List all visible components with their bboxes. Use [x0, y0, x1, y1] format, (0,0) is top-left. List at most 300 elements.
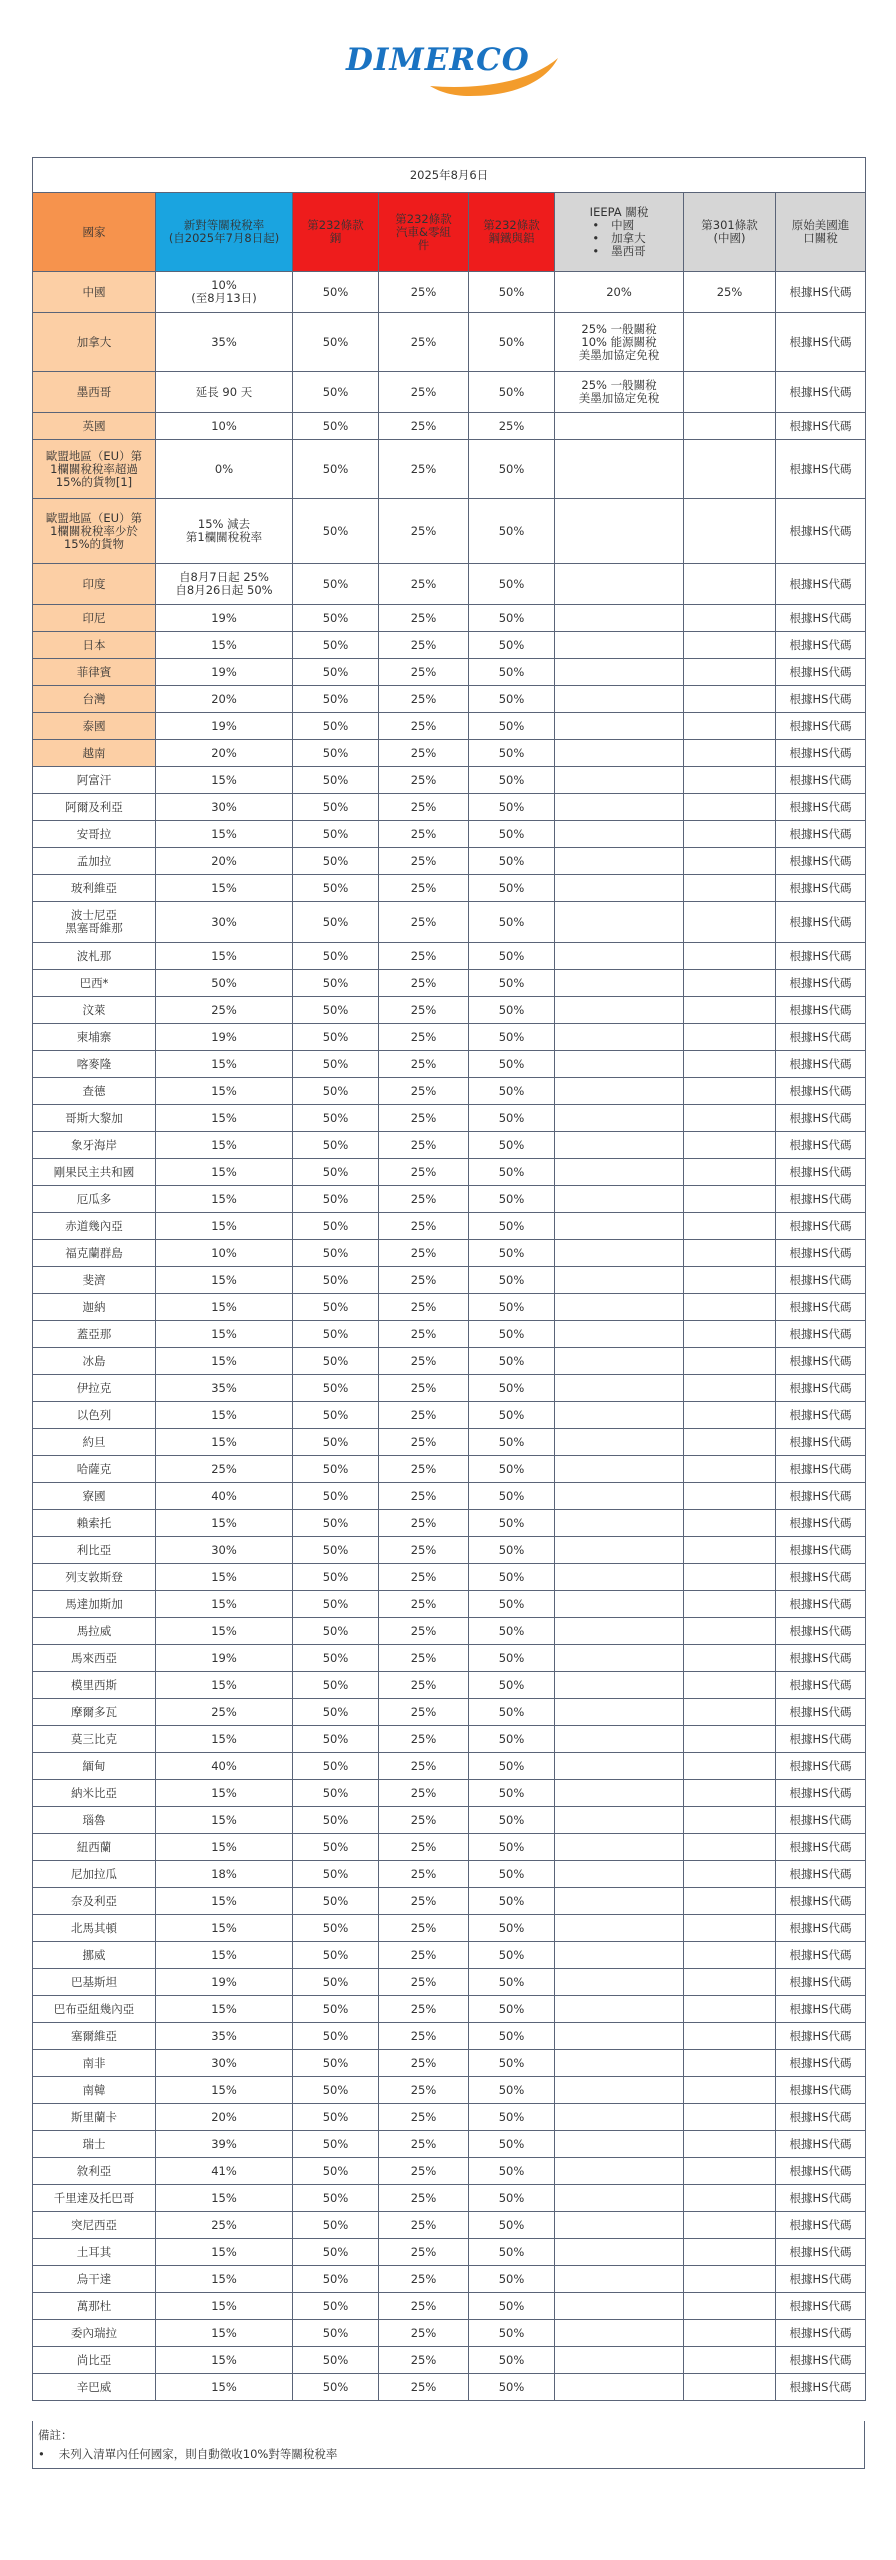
table-row: [33, 848, 866, 875]
steel-cell: 50%: [469, 1861, 555, 1888]
steel-cell: 50%: [469, 1105, 555, 1132]
steel-cell: 50%: [469, 2023, 555, 2050]
ieepa-cell: [555, 605, 684, 632]
auto-cell: 25%: [379, 1402, 469, 1429]
table-row: [33, 1348, 866, 1375]
auto-cell: 25%: [379, 1321, 469, 1348]
country-cell: 馬拉威: [33, 1618, 156, 1645]
s301-cell: [684, 1402, 776, 1429]
steel-cell: 50%: [469, 1402, 555, 1429]
s301-cell: [684, 943, 776, 970]
s301-cell: [684, 686, 776, 713]
table-row: [33, 2104, 866, 2131]
original-tariff-cell: 根據HS代碼: [776, 1672, 866, 1699]
ieepa-cell: [555, 970, 684, 997]
steel-cell: 50%: [469, 1051, 555, 1078]
auto-cell: 25%: [379, 686, 469, 713]
reciprocal-rate-cell: 15%: [156, 1888, 293, 1915]
country-cell: 突尼西亞: [33, 2212, 156, 2239]
ieepa-cell: [555, 2266, 684, 2293]
country-cell: 塞爾維亞: [33, 2023, 156, 2050]
copper-cell: 50%: [293, 740, 379, 767]
s301-cell: [684, 997, 776, 1024]
original-tariff-cell: 根據HS代碼: [776, 1240, 866, 1267]
s301-cell: [684, 1105, 776, 1132]
ieepa-cell: [555, 1051, 684, 1078]
country-cell: 安哥拉: [33, 821, 156, 848]
country-cell: 孟加拉: [33, 848, 156, 875]
country-cell: 馬達加斯加: [33, 1591, 156, 1618]
original-tariff-cell: 根據HS代碼: [776, 1105, 866, 1132]
steel-cell: 50%: [469, 970, 555, 997]
copper-cell: 50%: [293, 2212, 379, 2239]
s301-cell: [684, 2050, 776, 2077]
ieepa-cell: [555, 2131, 684, 2158]
reciprocal-rate-cell: 41%: [156, 2158, 293, 2185]
s301-cell: [684, 659, 776, 686]
auto-cell: 25%: [379, 1051, 469, 1078]
reciprocal-rate-cell: 19%: [156, 605, 293, 632]
table-row: [33, 1645, 866, 1672]
ieepa-cell: [555, 1564, 684, 1591]
reciprocal-rate-cell: 20%: [156, 740, 293, 767]
copper-cell: 50%: [293, 794, 379, 821]
original-tariff-cell: 根據HS代碼: [776, 2266, 866, 2293]
original-tariff-cell: 根據HS代碼: [776, 1051, 866, 1078]
ieepa-cell: [555, 1213, 684, 1240]
original-tariff-cell: 根據HS代碼: [776, 902, 866, 943]
notes-section: [32, 2421, 865, 2469]
original-tariff-cell: 根據HS代碼: [776, 272, 866, 313]
reciprocal-rate-cell: 15%: [156, 1348, 293, 1375]
auto-cell: 25%: [379, 440, 469, 499]
s301-cell: [684, 564, 776, 605]
reciprocal-rate-cell: 19%: [156, 713, 293, 740]
copper-cell: 50%: [293, 1591, 379, 1618]
steel-cell: 50%: [469, 1915, 555, 1942]
ieepa-cell: [555, 1321, 684, 1348]
s301-cell: [684, 2320, 776, 2347]
s301-cell: [684, 1753, 776, 1780]
steel-cell: 50%: [469, 902, 555, 943]
reciprocal-rate-cell: 20%: [156, 686, 293, 713]
copper-cell: 50%: [293, 902, 379, 943]
copper-cell: 50%: [293, 943, 379, 970]
original-tariff-cell: 根據HS代碼: [776, 605, 866, 632]
steel-cell: 50%: [469, 740, 555, 767]
s301-cell: [684, 1942, 776, 1969]
table-row: [33, 1915, 866, 1942]
reciprocal-rate-cell: 15%: [156, 1564, 293, 1591]
copper-cell: 50%: [293, 1699, 379, 1726]
table-row: [33, 1807, 866, 1834]
country-cell: 查德: [33, 1078, 156, 1105]
country-cell: 尼加拉瓜: [33, 1861, 156, 1888]
ieepa-cell: [555, 1078, 684, 1105]
table-row: [33, 313, 866, 372]
country-cell: 福克蘭群島: [33, 1240, 156, 1267]
auto-cell: 25%: [379, 1267, 469, 1294]
ieepa-cell: [555, 2050, 684, 2077]
table-row: [33, 1456, 866, 1483]
steel-cell: 50%: [469, 686, 555, 713]
auto-cell: 25%: [379, 902, 469, 943]
original-tariff-cell: 根據HS代碼: [776, 1645, 866, 1672]
table-row: [33, 686, 866, 713]
reciprocal-rate-cell: 18%: [156, 1861, 293, 1888]
auto-cell: 25%: [379, 1888, 469, 1915]
table-row: [33, 902, 866, 943]
copper-cell: 50%: [293, 1942, 379, 1969]
ieepa-cell: [555, 1618, 684, 1645]
auto-cell: 25%: [379, 848, 469, 875]
country-cell: 剛果民主共和國: [33, 1159, 156, 1186]
table-row: [33, 1375, 866, 1402]
reciprocal-rate-cell: 15% 減去 第1欄關稅稅率: [156, 499, 293, 564]
original-tariff-cell: 根據HS代碼: [776, 1321, 866, 1348]
country-cell: 緬甸: [33, 1753, 156, 1780]
steel-cell: 50%: [469, 272, 555, 313]
country-cell: 台灣: [33, 686, 156, 713]
original-tariff-cell: 根據HS代碼: [776, 2293, 866, 2320]
ieepa-cell: [555, 1537, 684, 1564]
original-tariff-cell: 根據HS代碼: [776, 686, 866, 713]
auto-cell: 25%: [379, 713, 469, 740]
reciprocal-rate-cell: 15%: [156, 632, 293, 659]
auto-cell: 25%: [379, 1861, 469, 1888]
country-cell: 以色列: [33, 1402, 156, 1429]
s301-cell: [684, 1915, 776, 1942]
copper-cell: 50%: [293, 2158, 379, 2185]
auto-cell: 25%: [379, 2374, 469, 2401]
ieepa-cell: [555, 1024, 684, 1051]
table-row: [33, 1780, 866, 1807]
copper-cell: 50%: [293, 2374, 379, 2401]
reciprocal-rate-cell: 15%: [156, 2185, 293, 2212]
steel-cell: 50%: [469, 767, 555, 794]
steel-cell: 50%: [469, 1564, 555, 1591]
country-cell: 中國: [33, 272, 156, 313]
ieepa-cell: [555, 632, 684, 659]
table-row: [33, 1267, 866, 1294]
country-cell: 千里達及托巴哥: [33, 2185, 156, 2212]
table-row: [33, 605, 866, 632]
steel-cell: 50%: [469, 1780, 555, 1807]
original-tariff-cell: 根據HS代碼: [776, 1888, 866, 1915]
table-row: [33, 2077, 866, 2104]
ieepa-cell: [555, 1969, 684, 1996]
copper-cell: 50%: [293, 821, 379, 848]
original-tariff-cell: 根據HS代碼: [776, 1078, 866, 1105]
ieepa-cell: [555, 2104, 684, 2131]
ieepa-cell: [555, 1591, 684, 1618]
original-tariff-cell: 根據HS代碼: [776, 2347, 866, 2374]
steel-cell: 50%: [469, 1672, 555, 1699]
reciprocal-rate-cell: 15%: [156, 1834, 293, 1861]
reciprocal-rate-cell: 15%: [156, 1510, 293, 1537]
auto-cell: 25%: [379, 2104, 469, 2131]
steel-cell: 50%: [469, 2104, 555, 2131]
copper-cell: 50%: [293, 1807, 379, 1834]
table-row: [33, 1078, 866, 1105]
table-row: [33, 1321, 866, 1348]
original-tariff-cell: 根據HS代碼: [776, 2131, 866, 2158]
table-row: [33, 997, 866, 1024]
copper-cell: 50%: [293, 632, 379, 659]
reciprocal-rate-cell: 15%: [156, 1051, 293, 1078]
steel-cell: 50%: [469, 875, 555, 902]
table-row: [33, 499, 866, 564]
country-cell: 紐西蘭: [33, 1834, 156, 1861]
country-cell: 烏干達: [33, 2266, 156, 2293]
steel-cell: 50%: [469, 1240, 555, 1267]
copper-cell: 50%: [293, 1510, 379, 1537]
auto-cell: 25%: [379, 1483, 469, 1510]
country-cell: 伊拉克: [33, 1375, 156, 1402]
reciprocal-rate-cell: 15%: [156, 1294, 293, 1321]
country-cell: 哥斯大黎加: [33, 1105, 156, 1132]
country-cell: 北馬其頓: [33, 1915, 156, 1942]
original-tariff-cell: 根據HS代碼: [776, 875, 866, 902]
steel-cell: 50%: [469, 1321, 555, 1348]
auto-cell: 25%: [379, 943, 469, 970]
original-tariff-cell: 根據HS代碼: [776, 1348, 866, 1375]
country-cell: 日本: [33, 632, 156, 659]
reciprocal-rate-cell: 15%: [156, 1591, 293, 1618]
table-row: [33, 1537, 866, 1564]
original-tariff-cell: 根據HS代碼: [776, 767, 866, 794]
ieepa-cell: [555, 1240, 684, 1267]
country-cell: 波士尼亞 黑塞哥維那: [33, 902, 156, 943]
country-cell: 喀麥隆: [33, 1051, 156, 1078]
country-cell: 南非: [33, 2050, 156, 2077]
ieepa-cell: [555, 713, 684, 740]
reciprocal-rate-cell: 19%: [156, 1024, 293, 1051]
table-row: [33, 2347, 866, 2374]
ieepa-cell: [555, 821, 684, 848]
table-row: [33, 632, 866, 659]
s301-cell: [684, 1132, 776, 1159]
ieepa-cell: [555, 1753, 684, 1780]
original-tariff-cell: 根據HS代碼: [776, 632, 866, 659]
copper-cell: 50%: [293, 1294, 379, 1321]
bullet-icon: •: [38, 2447, 45, 2461]
table-row: [33, 2050, 866, 2077]
copper-cell: 50%: [293, 1726, 379, 1753]
reciprocal-rate-cell: 0%: [156, 440, 293, 499]
table-row: [33, 440, 866, 499]
reciprocal-rate-cell: 30%: [156, 902, 293, 943]
copper-cell: 50%: [293, 1483, 379, 1510]
ieepa-cell: [555, 1645, 684, 1672]
country-cell: 奈及利亞: [33, 1888, 156, 1915]
auto-cell: 25%: [379, 1294, 469, 1321]
country-cell: 印尼: [33, 605, 156, 632]
ieepa-cell: [555, 1294, 684, 1321]
reciprocal-rate-cell: 15%: [156, 1186, 293, 1213]
country-cell: 尚比亞: [33, 2347, 156, 2374]
logo-swoosh-icon: [0, 38, 896, 100]
table-row: [33, 1429, 866, 1456]
copper-cell: 50%: [293, 2050, 379, 2077]
steel-cell: 50%: [469, 1132, 555, 1159]
steel-cell: 50%: [469, 1807, 555, 1834]
original-tariff-cell: 根據HS代碼: [776, 372, 866, 413]
auto-cell: 25%: [379, 1915, 469, 1942]
copper-cell: 50%: [293, 2104, 379, 2131]
original-tariff-cell: 根據HS代碼: [776, 1969, 866, 1996]
copper-cell: 50%: [293, 1915, 379, 1942]
s301-cell: [684, 1159, 776, 1186]
header-s232-copper: 第232條款 銅: [293, 193, 379, 272]
table-row: [33, 821, 866, 848]
country-cell: 斯里蘭卡: [33, 2104, 156, 2131]
reciprocal-rate-cell: 15%: [156, 1942, 293, 1969]
steel-cell: 50%: [469, 2050, 555, 2077]
auto-cell: 25%: [379, 1537, 469, 1564]
original-tariff-cell: 根據HS代碼: [776, 1807, 866, 1834]
table-row: [33, 1159, 866, 1186]
original-tariff-cell: 根據HS代碼: [776, 659, 866, 686]
ieepa-cell: [555, 1429, 684, 1456]
s301-cell: [684, 1429, 776, 1456]
country-cell: 摩爾多瓦: [33, 1699, 156, 1726]
copper-cell: 50%: [293, 1537, 379, 1564]
table-row: [33, 1753, 866, 1780]
table-row: [33, 1672, 866, 1699]
country-cell: 玻利維亞: [33, 875, 156, 902]
country-cell: 列支敦斯登: [33, 1564, 156, 1591]
original-tariff-cell: 根據HS代碼: [776, 2077, 866, 2104]
steel-cell: 50%: [469, 1159, 555, 1186]
steel-cell: 50%: [469, 2293, 555, 2320]
header-country: 國家: [33, 193, 156, 272]
copper-cell: 50%: [293, 2320, 379, 2347]
copper-cell: 50%: [293, 1861, 379, 1888]
auto-cell: 25%: [379, 1105, 469, 1132]
s301-cell: [684, 1051, 776, 1078]
original-tariff-cell: 根據HS代碼: [776, 1510, 866, 1537]
s301-cell: [684, 1618, 776, 1645]
reciprocal-rate-cell: 15%: [156, 875, 293, 902]
copper-cell: 50%: [293, 1402, 379, 1429]
copper-cell: 50%: [293, 1753, 379, 1780]
steel-cell: 50%: [469, 1618, 555, 1645]
auto-cell: 25%: [379, 1672, 469, 1699]
reciprocal-rate-cell: 50%: [156, 970, 293, 997]
country-cell: 菲律賓: [33, 659, 156, 686]
copper-cell: 50%: [293, 1564, 379, 1591]
table-row: [33, 272, 866, 313]
auto-cell: 25%: [379, 1159, 469, 1186]
reciprocal-rate-cell: 15%: [156, 1996, 293, 2023]
table-row: [33, 2158, 866, 2185]
dimerco-logo: [0, 38, 896, 100]
original-tariff-cell: 根據HS代碼: [776, 2050, 866, 2077]
country-cell: 賴索托: [33, 1510, 156, 1537]
steel-cell: 50%: [469, 713, 555, 740]
s301-cell: [684, 605, 776, 632]
steel-cell: 50%: [469, 1267, 555, 1294]
original-tariff-cell: 根據HS代碼: [776, 1915, 866, 1942]
ieepa-cell: [555, 686, 684, 713]
copper-cell: 50%: [293, 2293, 379, 2320]
reciprocal-rate-cell: 15%: [156, 1807, 293, 1834]
table-row: [33, 1888, 866, 1915]
s301-cell: [684, 1807, 776, 1834]
auto-cell: 25%: [379, 372, 469, 413]
reciprocal-rate-cell: 15%: [156, 1618, 293, 1645]
reciprocal-rate-cell: 15%: [156, 1213, 293, 1240]
table-row: [33, 713, 866, 740]
steel-cell: 50%: [469, 1429, 555, 1456]
s301-cell: [684, 2266, 776, 2293]
auto-cell: 25%: [379, 659, 469, 686]
s301-cell: [684, 740, 776, 767]
reciprocal-rate-cell: 39%: [156, 2131, 293, 2158]
s301-cell: [684, 2023, 776, 2050]
country-cell: 土耳其: [33, 2239, 156, 2266]
steel-cell: 50%: [469, 2266, 555, 2293]
ieepa-cell: [555, 1807, 684, 1834]
table-row: [33, 2131, 866, 2158]
copper-cell: 50%: [293, 848, 379, 875]
original-tariff-cell: 根據HS代碼: [776, 1213, 866, 1240]
copper-cell: 50%: [293, 1375, 379, 1402]
table-row: [33, 2266, 866, 2293]
table-row: [33, 413, 866, 440]
original-tariff-cell: 根據HS代碼: [776, 821, 866, 848]
auto-cell: 25%: [379, 2158, 469, 2185]
auto-cell: 25%: [379, 1780, 469, 1807]
original-tariff-cell: 根據HS代碼: [776, 2320, 866, 2347]
original-tariff-cell: 根據HS代碼: [776, 1159, 866, 1186]
auto-cell: 25%: [379, 413, 469, 440]
original-tariff-cell: 根據HS代碼: [776, 1483, 866, 1510]
steel-cell: 50%: [469, 2131, 555, 2158]
original-tariff-cell: 根據HS代碼: [776, 970, 866, 997]
steel-cell: 50%: [469, 1375, 555, 1402]
ieepa-cell: [555, 1132, 684, 1159]
country-cell: 巴西*: [33, 970, 156, 997]
country-cell: 巴布亞紐幾內亞: [33, 1996, 156, 2023]
s301-cell: [684, 1267, 776, 1294]
steel-cell: 50%: [469, 821, 555, 848]
ieepa-cell: [555, 413, 684, 440]
auto-cell: 25%: [379, 2239, 469, 2266]
table-row: [33, 1294, 866, 1321]
copper-cell: 50%: [293, 1213, 379, 1240]
copper-cell: 50%: [293, 1888, 379, 1915]
reciprocal-rate-cell: 35%: [156, 1375, 293, 1402]
table-row: [33, 1240, 866, 1267]
country-cell: 萬那杜: [33, 2293, 156, 2320]
auto-cell: 25%: [379, 1969, 469, 1996]
s301-cell: [684, 1510, 776, 1537]
s301-cell: [684, 2158, 776, 2185]
copper-cell: 50%: [293, 2239, 379, 2266]
ieepa-cell: [555, 1375, 684, 1402]
ieepa-cell: [555, 1456, 684, 1483]
auto-cell: 25%: [379, 1699, 469, 1726]
country-cell: 馬來西亞: [33, 1645, 156, 1672]
original-tariff-cell: 根據HS代碼: [776, 1942, 866, 1969]
copper-cell: 50%: [293, 440, 379, 499]
reciprocal-rate-cell: 15%: [156, 821, 293, 848]
reciprocal-rate-cell: 15%: [156, 943, 293, 970]
s301-cell: [684, 313, 776, 372]
s301-cell: [684, 713, 776, 740]
